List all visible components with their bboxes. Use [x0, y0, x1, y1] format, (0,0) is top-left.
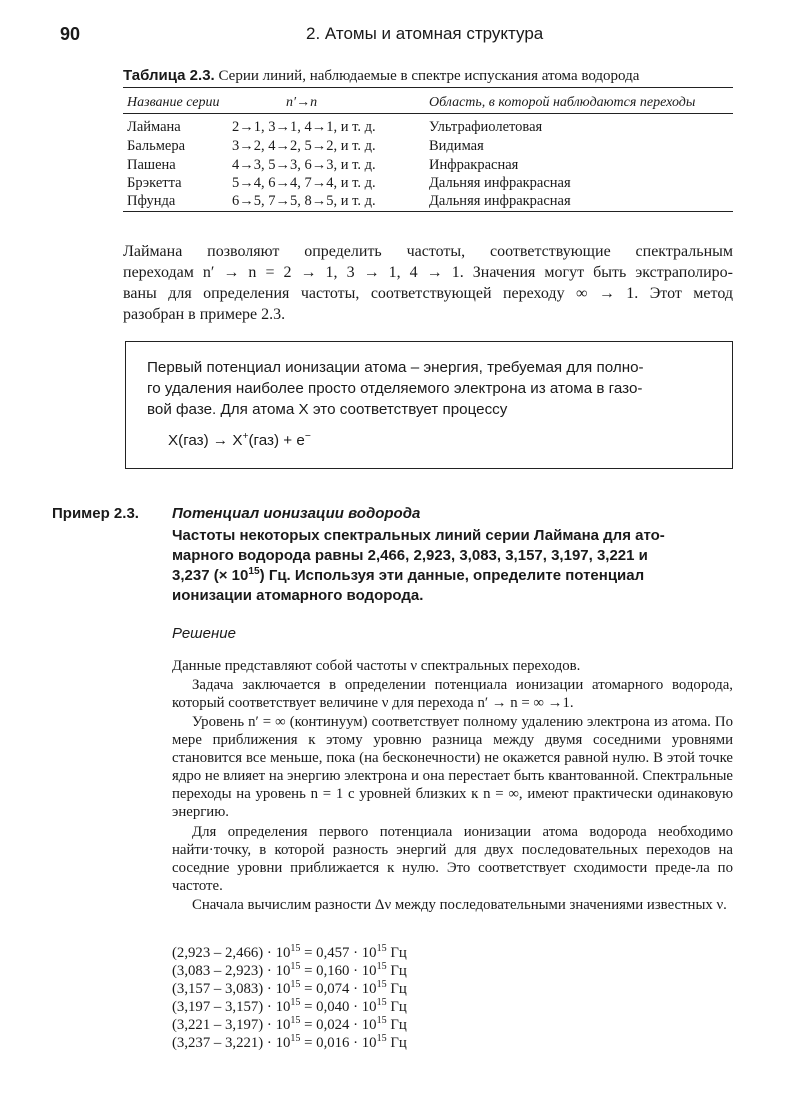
- table-caption-label: Таблица 2.3.: [123, 67, 215, 84]
- table-cell-region: Дальняя инфракрасная: [429, 193, 571, 209]
- formula-left: X(газ) → X: [168, 432, 243, 449]
- table-cell-series: Бальмера: [127, 138, 186, 154]
- example-label: Пример 2.3.: [52, 505, 139, 522]
- table-cell-region: Инфракрасная: [429, 157, 519, 173]
- example-line: марного водорода равны 2,466, 2,923, 3,083, 3,157, 3,197, 3,221 и: [172, 547, 648, 564]
- page-number: 90: [60, 24, 81, 44]
- calc-exponent: 15: [290, 1015, 301, 1027]
- table-cell-region: Ультрафиолетовая: [429, 119, 543, 135]
- calc-expression: (3,083 – 2,923) · 10: [172, 963, 291, 979]
- table-cell-region: Видимая: [429, 138, 484, 154]
- definition-text: [147, 357, 713, 420]
- table-cell-series: Брэкетта: [127, 175, 182, 191]
- table-header-transition: n′→n: [286, 95, 318, 110]
- table-cell-series: Пфунда: [127, 193, 176, 209]
- solution-paragraph: Уровень n′ = ∞ (континуум) соответствует полному удалению электрона из атома. По мере приближения к этому уровню разница между двумя соседними уровнями становится все меньше, пока (на бесконечности) не окажется равной нулю. В этой точке ядро не влияет на энергию электрона и она перестает быть квантованной. Спектральные переходы на уровень n = 1 с уровней близких к n = ∞, имеют практически одинаковую энергию.: [172, 714, 733, 820]
- example-line: [172, 566, 732, 586]
- table-cell-transition: 2→1, 3→1, 4→1, и т. д.: [232, 119, 376, 135]
- example-line: ионизации атомарного водорода.: [172, 587, 424, 604]
- calc-unit: Гц: [386, 963, 407, 979]
- calc-unit: Гц: [386, 999, 407, 1015]
- table-cell-transition: 6→5, 7→5, 8→5, и т. д.: [232, 193, 376, 209]
- intro-line: Лаймана позволяют определить частоты, соответствующие спектральным: [123, 243, 733, 260]
- calculation-line: [172, 944, 407, 962]
- calc-expression: (3,157 – 3,083) · 10: [172, 981, 291, 997]
- table-cell-transition: 4→3, 5→3, 6→3, и т. д.: [232, 157, 376, 173]
- calc-exponent: 15: [376, 997, 387, 1009]
- intro-paragraph: [123, 241, 733, 325]
- calc-result: = 0,457 · 10: [300, 945, 377, 961]
- solution-heading: Решение: [172, 625, 236, 642]
- example-title: Потенциал ионизации водорода: [172, 505, 421, 522]
- calc-expression: (3,197 – 3,157) · 10: [172, 999, 291, 1015]
- solution-paragraph: Для определения первого потенциала ионизации атома водорода необходимо найти·точку, в которой разность энергий для двух последовательных переходов на соседние уровни приближается к нулю. Это соответствует сходимости преде-ла по частоте.: [172, 824, 733, 894]
- solution-paragraph: Задача заключается в определении потенциала ионизации атомарного водорода, который соответствует величине ν для перехода n′ → n = ∞ →1.: [172, 677, 733, 711]
- calculation-line: [172, 962, 407, 980]
- calc-result: = 0,016 · 10: [300, 1035, 377, 1051]
- formula-electron-charge: −: [304, 430, 311, 442]
- table-row: [123, 157, 733, 176]
- example-body: [172, 526, 732, 606]
- calc-result: = 0,074 · 10: [300, 981, 377, 997]
- definition-line: го удаления наиболее просто отделяемого электрона из атома в газо-: [147, 380, 643, 397]
- calc-expression: (2,923 – 2,466) · 10: [172, 945, 291, 961]
- table-header-region: Область, в которой наблюдаются переходы: [429, 95, 696, 110]
- calc-result: = 0,024 · 10: [300, 1017, 377, 1033]
- ionization-formula: [168, 432, 311, 449]
- example-line: Частоты некоторых спектральных линий серии Лаймана для ато-: [172, 527, 665, 544]
- calc-exponent: 15: [290, 961, 301, 973]
- calc-exponent: 15: [376, 943, 387, 955]
- table-cell-transition: 5→4, 6→4, 7→4, и т. д.: [232, 175, 376, 191]
- chapter-title: 2. Атомы и атомная структура: [306, 24, 544, 43]
- table-row: [123, 119, 733, 138]
- formula-ion-charge: +: [242, 430, 249, 442]
- definition-line: вой фазе. Для атома X это соответствует процессу: [147, 401, 508, 418]
- table-row: [123, 175, 733, 194]
- calc-exponent: 15: [376, 1033, 387, 1045]
- calc-expression: (3,237 – 3,221) · 10: [172, 1035, 291, 1051]
- calculation-line: [172, 1034, 407, 1052]
- calc-exponent: 15: [376, 1015, 387, 1027]
- calc-exponent: 15: [290, 979, 301, 991]
- table-header-series: Название серии: [127, 95, 220, 110]
- calc-result: = 0,040 · 10: [300, 999, 377, 1015]
- solution-paragraph: Сначала вычислим разности Δν между последовательными значениями известных ν.: [192, 897, 727, 913]
- solution-paragraph: Данные представляют собой частоты ν спектральных переходов.: [172, 658, 581, 674]
- calc-unit: Гц: [386, 1017, 407, 1033]
- intro-line: ваны для определения частоты, соответствующей переходу ∞ → 1. Этот метод: [123, 285, 733, 302]
- calc-unit: Гц: [386, 1035, 407, 1051]
- table-cell-series: Лаймана: [127, 119, 181, 135]
- calc-result: = 0,160 · 10: [300, 963, 377, 979]
- calculation-line: [172, 1016, 407, 1034]
- calc-exponent: 15: [290, 943, 301, 955]
- calc-unit: Гц: [386, 945, 407, 961]
- table-caption: [123, 67, 639, 85]
- intro-line: разобран в примере 2.3.: [123, 306, 286, 323]
- calc-exponent: 15: [290, 1033, 301, 1045]
- calc-expression: (3,221 – 3,197) · 10: [172, 1017, 291, 1033]
- example-line-part: 3,237 (× 10: [172, 567, 249, 584]
- formula-middle: (газ) + e: [248, 432, 305, 449]
- table-row: [123, 138, 733, 157]
- calculation-line: [172, 998, 407, 1016]
- example-exponent: 15: [248, 566, 260, 577]
- calc-exponent: 15: [376, 979, 387, 991]
- table-cell-region: Дальняя инфракрасная: [429, 175, 571, 191]
- calculation-line: [172, 980, 407, 998]
- table-cell-series: Пашена: [127, 157, 176, 173]
- table-cell-transition: 3→2, 4→2, 5→2, и т. д.: [232, 138, 376, 154]
- definition-line: Первый потенциал ионизации атома – энергия, требуемая для полно-: [147, 359, 644, 376]
- example-line-part: ) Гц. Используя эти данные, определите потенциал: [259, 567, 645, 584]
- calc-exponent: 15: [290, 997, 301, 1009]
- table-row: [123, 193, 733, 212]
- table-top-rule: [123, 87, 733, 88]
- intro-line: переходам n′ → n = 2 → 1, 3 → 1, 4 → 1. Значения могут быть экстраполиро-: [123, 264, 733, 281]
- table-header-rule: [123, 113, 733, 114]
- calc-unit: Гц: [386, 981, 407, 997]
- calc-exponent: 15: [376, 961, 387, 973]
- table-caption-text: Серии линий, наблюдаемые в спектре испускания атома водорода: [218, 68, 640, 84]
